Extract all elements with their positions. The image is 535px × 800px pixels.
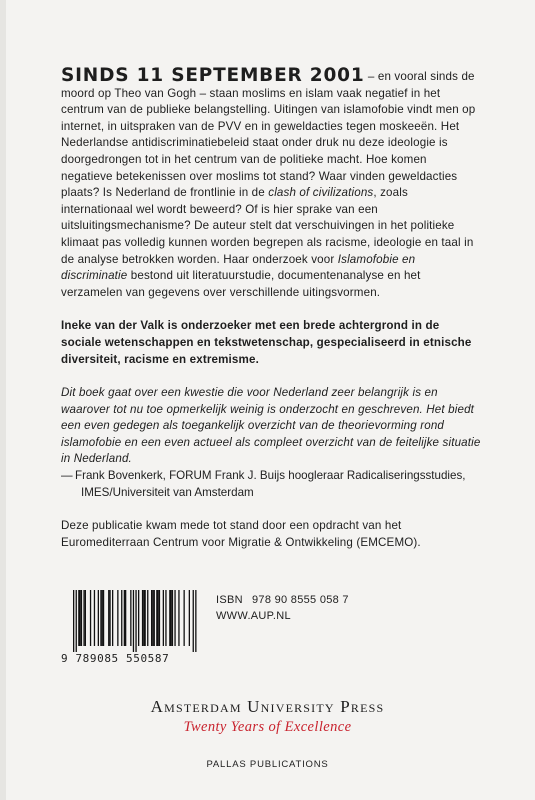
blurb-lead: SINDS 11 SEPTEMBER 2001	[61, 65, 365, 86]
isbn-block	[216, 592, 349, 624]
blurb-italic-2: Islamofobie en discriminatie	[61, 252, 416, 283]
barcode-bar	[156, 590, 157, 646]
barcode-bar	[117, 590, 118, 646]
barcode-bar	[178, 590, 179, 646]
endorsement-quote: Dit boek gaat over een kwestie die voor Nederland zeer belangrijk is en waarover tot nu toe opmerkelijk weinig is onderzocht en geschreven. Het biedt een even gedegen als toegankelijk overzicht van de theorievorming rond islamofobie en een even actueel als compleet overzicht van de feitelijke situatie in Nederland.	[61, 386, 481, 466]
barcode-bar	[76, 590, 77, 652]
barcode-bar	[142, 590, 143, 646]
barcode-bar	[171, 590, 172, 646]
barcode-bar	[138, 590, 139, 646]
attribution-dash: —	[61, 469, 73, 483]
barcode-bar	[124, 590, 125, 646]
barcode-bar	[169, 590, 170, 646]
barcode-bar	[135, 590, 136, 652]
barcode-bars	[61, 590, 199, 652]
barcode-bar	[94, 590, 95, 646]
barcode-bar	[184, 590, 185, 646]
publisher-name: Amsterdam University Press	[150, 697, 385, 716]
barcode-bar	[121, 590, 122, 646]
isbn-number: 978 90 8555 058 7	[252, 594, 349, 606]
isbn-label: ISBN	[216, 594, 243, 606]
blurb-text-2: , zoals internationaal wel wordt beweerd? Of is hier sprake van een uitsluitingsmechanisme? De auteur stelt dat verschuivingen in het politieke klimaat pas volledig kunnen worden begrepen als racisme, ideologie en taal in de analyse betrokken worden. Haar onderzoek voor	[61, 186, 474, 266]
barcode-bar	[81, 590, 82, 646]
barcode-bar	[172, 590, 173, 646]
publication-note: Deze publicatie kwam mede tot stand door een opdracht van het Euromediterraan Centrum voor Migratie & Ontwikkeling (EMCEMO).	[61, 519, 421, 549]
publisher-imprint: PALLAS PUBLICATIONS	[206, 759, 329, 770]
barcode-bar	[112, 590, 113, 646]
barcode-bar	[143, 590, 144, 646]
blurb-italic-1: clash of civilizations	[268, 186, 374, 200]
cover-text	[61, 65, 481, 551]
barcode-digits: 9 789085 550587	[61, 652, 170, 665]
attribution-line-1: Frank Bovenkerk, FORUM Frank J. Buijs hoogleraar Radicaliseringsstudies,	[75, 469, 466, 483]
barcode-bar	[83, 590, 84, 646]
barcode-bar	[147, 590, 148, 646]
barcode-bar	[151, 590, 152, 646]
barcode-bar	[195, 590, 196, 652]
blurb-text-1: – en vooral sinds de moord op Theo van Gogh – staan moslims en islam vaak negatief in het centrum van de publieke belangstelling. Uitingen van islamofobie vindt men op internet, in uitspraken van de PVV en in geweldacties tegen moskeeën. Het Nederlandse antidiscriminatiebeleid staat onder druk nu deze ideologie is doorgedrongen tot in het centrum van de politieke macht. Hoe komen negatieve betekenissen over moslims tot stand? Waar vinden geweldacties plaats? Is Nederland de frontlinie in de	[61, 70, 476, 200]
barcode-bar	[174, 590, 175, 646]
barcode-bar	[159, 590, 160, 646]
barcode-bar	[100, 590, 101, 646]
barcode-bar	[154, 590, 155, 646]
author-bio: Ineke van der Valk is onderzoeker met een brede achtergrond in de sociale wetenschappen en tekstwetenschap, gespecialiseerd in etnische diversiteit, racisme en extremisme.	[61, 319, 472, 366]
barcode-bar	[163, 590, 164, 646]
barcode-bar	[158, 590, 159, 646]
barcode-bar	[108, 590, 109, 646]
barcode-bar	[145, 590, 146, 646]
publisher-tagline: Twenty Years of Excellence	[183, 719, 352, 735]
barcode-bar	[133, 590, 134, 652]
endorsement-attribution	[61, 468, 481, 501]
barcode-bar	[103, 590, 104, 646]
barcode-bar	[90, 590, 91, 646]
barcode-bar	[189, 590, 190, 646]
barcode-bar	[98, 590, 99, 646]
cover-edge	[0, 0, 6, 800]
blurb-paragraph	[61, 65, 481, 301]
barcode-bar	[165, 590, 166, 646]
barcode-bar	[78, 590, 79, 646]
barcode-bar	[152, 590, 153, 646]
barcode-bar	[125, 590, 126, 646]
isbn-barcode	[61, 590, 199, 666]
barcode-bar	[80, 590, 81, 646]
barcode-bar	[102, 590, 103, 646]
barcode-bar	[193, 590, 194, 652]
barcode-bar	[85, 590, 86, 646]
barcode-bar	[109, 590, 110, 646]
attribution-line-2: IMES/Universiteit van Amsterdam	[81, 485, 254, 499]
isbn-line	[216, 592, 349, 608]
blurb-text-3: bestond uit literatuurstudie, documentenanalyse en het verzamelen van gegevens over verschillende uitingsvormen.	[61, 269, 421, 299]
barcode-bar	[73, 590, 74, 652]
publisher-website: WWW.AUP.NL	[216, 610, 291, 622]
barcode-bar	[130, 590, 131, 646]
